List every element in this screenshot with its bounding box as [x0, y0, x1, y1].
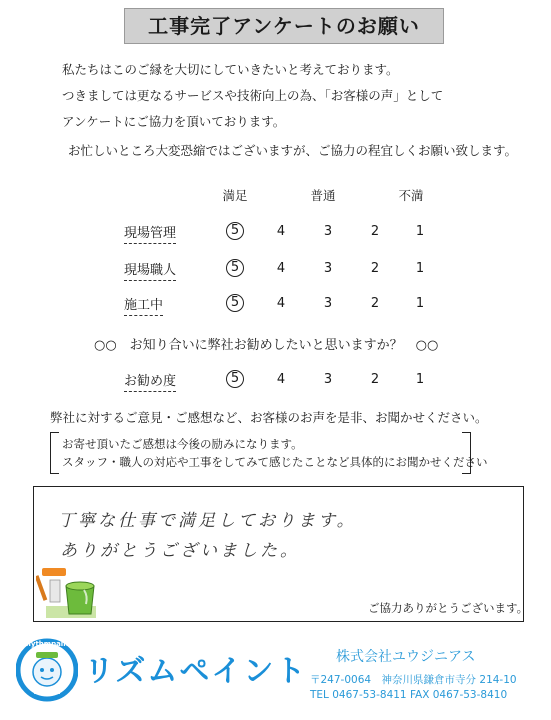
intro-line-1: 私たちはこのご縁を大切にしていきたいと考えております。 — [62, 62, 399, 77]
rating-choice-2[interactable]: 2 — [370, 261, 380, 276]
rating-label-during-construction: 施工中 — [124, 294, 163, 316]
rating-choice-1[interactable]: 1 — [415, 224, 425, 239]
rating-choice-5-selected[interactable]: 5 — [226, 259, 244, 277]
header-normal: 普通 — [310, 188, 336, 203]
rating-label-site-management: 現場管理 — [124, 222, 176, 244]
logo-ring-bottom-text: reform — [33, 688, 61, 696]
rating-choice-4[interactable]: 4 — [276, 261, 286, 276]
rating-choice-1[interactable]: 1 — [415, 296, 425, 311]
thanks-message: ご協力ありがとうございます。 — [368, 601, 529, 615]
note-line-2: スタッフ・職人の対応や工事をしてみて感じたことなど具体的にお聞かせください — [62, 455, 488, 469]
comment-line-1: 丁寧な仕事で満足しております。 — [58, 511, 357, 531]
rating-choice-5-selected[interactable]: 5 — [226, 370, 244, 388]
intro-line-2: つきましては更なるサービスや技術向上の為、「お客様の声」として — [62, 88, 444, 103]
page-title: 工事完了アンケートのお願い — [124, 8, 444, 44]
rating-choice-1[interactable]: 1 — [415, 372, 425, 387]
intro-line-4: お忙しいところ大変恐縮ではございますが、ご協力の程宜しくお願い致します。 — [68, 143, 518, 158]
rating-choice-2[interactable]: 2 — [370, 296, 380, 311]
note-line-1: お寄せ頂いたご感想は今後の励みになります。 — [62, 437, 303, 451]
rating-choice-3[interactable]: 3 — [323, 261, 333, 276]
company-phone: TEL 0467-53-8411 FAX 0467-53-8410 — [310, 689, 508, 701]
paint-bucket-roller-icon — [36, 566, 106, 620]
rating-label-recommend: お勧め度 — [124, 370, 176, 392]
rating-choice-5-selected[interactable]: 5 — [226, 294, 244, 312]
intro-line-3: アンケートにご協力を頂いております。 — [62, 114, 286, 129]
recommend-question: ○○ お知り合いに弊社お勧めしたいと思いますか？ ○○ — [94, 338, 439, 353]
header-satisfied: 満足 — [222, 188, 248, 203]
rating-choice-3[interactable]: 3 — [323, 296, 333, 311]
logo-ring-top-text: rhythmpaint — [22, 640, 72, 648]
rating-choice-2[interactable]: 2 — [370, 372, 380, 387]
rating-choice-2[interactable]: 2 — [370, 224, 380, 239]
comment-line-2: ありがとうございました。 — [60, 541, 300, 561]
rating-choice-3[interactable]: 3 — [323, 224, 333, 239]
logo-wordmark: リズムペイント — [84, 654, 308, 689]
rating-choice-3[interactable]: 3 — [323, 372, 333, 387]
header-dissatisfied: 不満 — [398, 188, 424, 203]
rating-choice-5-selected[interactable]: 5 — [226, 222, 244, 240]
rating-choice-4[interactable]: 4 — [276, 372, 286, 387]
rating-label-site-craftsmen: 現場職人 — [124, 259, 176, 281]
feedback-request: 弊社に対するご意見・ご感想など、お客様のお声を是非、お聞かせください。 — [50, 410, 488, 425]
rating-choice-1[interactable]: 1 — [415, 261, 425, 276]
company-name: 株式会社ユウジニアス — [336, 649, 476, 665]
note-bracket-left — [50, 432, 59, 474]
rating-choice-4[interactable]: 4 — [276, 224, 286, 239]
company-address: 〒247-0064 神奈川県鎌倉市寺分 214-10 — [310, 674, 517, 686]
rating-choice-4[interactable]: 4 — [276, 296, 286, 311]
